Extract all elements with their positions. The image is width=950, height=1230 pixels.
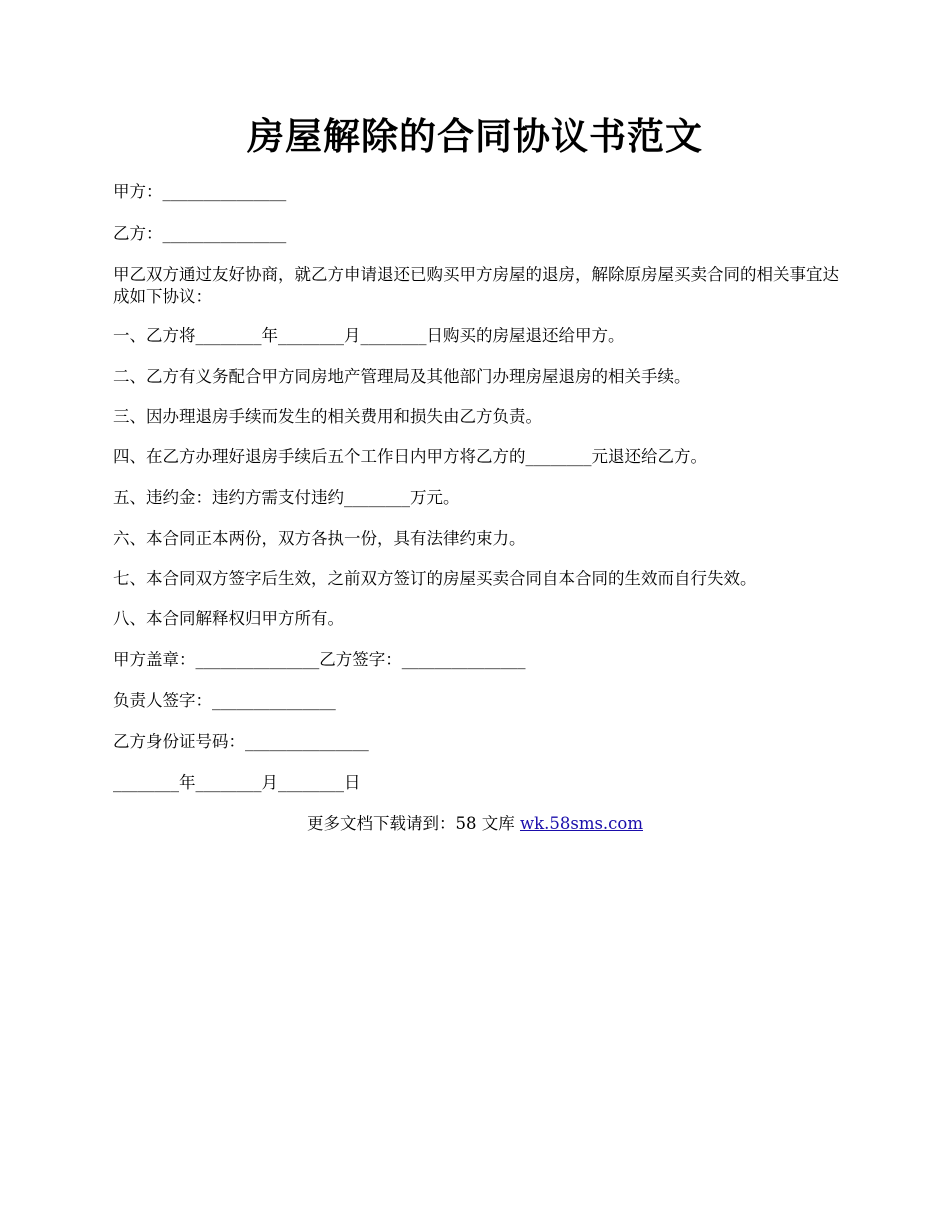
footer-link[interactable]: wk.58sms.com bbox=[519, 814, 643, 833]
clause-8: 八、本合同解释权归甲方所有。 bbox=[113, 609, 344, 628]
intro-paragraph: 甲乙双方通过友好协商，就乙方申请退还已购买甲方房屋的退房，解除原房屋买卖合同的相关事宜达成如下协议： bbox=[113, 265, 839, 306]
id-number-line: 乙方身份证号码：_______________ bbox=[113, 732, 369, 751]
clause-2: 二、乙方有义务配合甲方同房地产管理局及其他部门办理房屋退房的相关手续。 bbox=[113, 367, 691, 386]
clause-3: 三、因办理退房手续而发生的相关费用和损失由乙方负责。 bbox=[113, 407, 542, 426]
document-title: 房屋解除的合同协议书范文 bbox=[247, 114, 703, 158]
clause-6: 六、本合同正本两份，双方各执一份，具有法律约束力。 bbox=[113, 529, 526, 548]
clause-1: 一、乙方将________年________月________日购买的房屋退还给甲方。 bbox=[113, 326, 625, 345]
clause-5: 五、违约金：违约方需支付违约________万元。 bbox=[113, 488, 460, 507]
footer bbox=[0, 813, 950, 835]
responsible-person-line: 负责人签字：_______________ bbox=[113, 691, 336, 710]
footer-text: 更多文档下载请到：58 文库 bbox=[306, 814, 520, 833]
clause-4: 四、在乙方办理好退房手续后五个工作日内甲方将乙方的________元退还给乙方。 bbox=[113, 447, 707, 466]
party-a-line: 甲方：_______________ bbox=[113, 182, 287, 201]
clause-7: 七、本合同双方签字后生效，之前双方签订的房屋买卖合同自本合同的生效而自行失效。 bbox=[113, 569, 757, 588]
seal-signature-line: 甲方盖章：_______________乙方签字：_______________ bbox=[113, 650, 526, 669]
party-b-line: 乙方：_______________ bbox=[113, 224, 287, 243]
date-line: ________年________月________日 bbox=[113, 773, 361, 792]
